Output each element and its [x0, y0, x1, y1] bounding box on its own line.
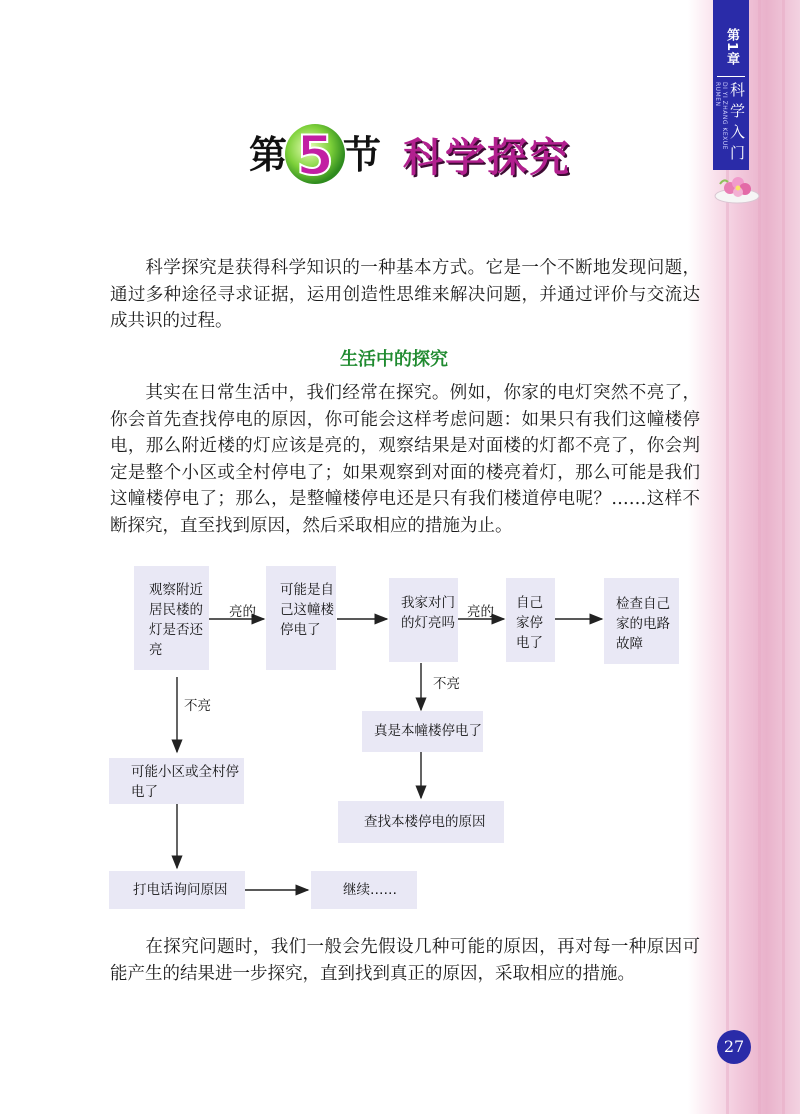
box-call-inquire: 打电话询问原因: [109, 871, 245, 909]
box-door-light: 我家对门的灯亮吗: [389, 578, 458, 662]
box-find-cause: 查找本楼停电的原因: [338, 801, 504, 843]
badge-left-char: 第: [248, 132, 288, 177]
chapter-title: 科学入门: [728, 82, 746, 166]
box-building-confirmed: 真是本幢楼停电了: [362, 711, 483, 752]
conclusion-paragraph: 在探究问题时，我们一般会先假设几种可能的原因，再对每一种原因可能产生的结果进一步探究，直到找到真正的原因，采取相应的措施。: [110, 937, 700, 984]
chapter-number: 第1章: [724, 28, 739, 67]
edge-label-on: 亮的: [467, 604, 494, 620]
box-own-home: 自己家停电了: [506, 578, 555, 662]
edge-label-off: 不亮: [184, 698, 211, 714]
edge-label-off: 不亮: [433, 676, 460, 692]
badge-right-char: 节: [342, 132, 382, 177]
intro-paragraph: 科学探究是获得科学知识的一种基本方式。它是一个不断地发现问题，通过多种途径寻求证据，运用创造性思维来解决问题，并通过评价与交流达成共识的过程。: [110, 258, 700, 331]
box-area-outage: 可能小区或全村停电了: [109, 758, 244, 804]
edge-label-on: 亮的: [229, 604, 256, 620]
subsection-heading: 生活中的探究: [340, 349, 448, 370]
page-number: 27: [717, 1030, 751, 1064]
box-maybe-building: 可能是自己这幢楼停电了: [266, 566, 336, 670]
box-check-circuit: 检查自己家的电路故障: [604, 578, 679, 664]
box-observe-neighbors: 观察附近居民楼的灯是否还亮: [134, 566, 209, 670]
badge-number: 5: [296, 124, 334, 186]
box-continue: 继续……: [311, 871, 417, 909]
example-paragraph: 其实在日常生活中，我们经常在探究。例如，你家的电灯突然不亮了，你会首先查找停电的原因，你可能会这样考虑问题：如果只有我们这幢楼停电，那么附近楼的灯应该是亮的，观察结果是对面楼的灯都不亮了，你会判定是整个小区或全村停电了；如果观察到对面的楼亮着灯，那么可能是我们这幢楼停电了；那么，是整幢楼停电还是只有我们楼道停电呢？……这样不断探究，直至找到原因，然后采取相应的措施为止。: [110, 383, 700, 536]
chapter-pinyin: DI YI ZHANG KEXUE RUMEN: [714, 82, 728, 150]
section-title: 科学探究: [403, 135, 571, 181]
